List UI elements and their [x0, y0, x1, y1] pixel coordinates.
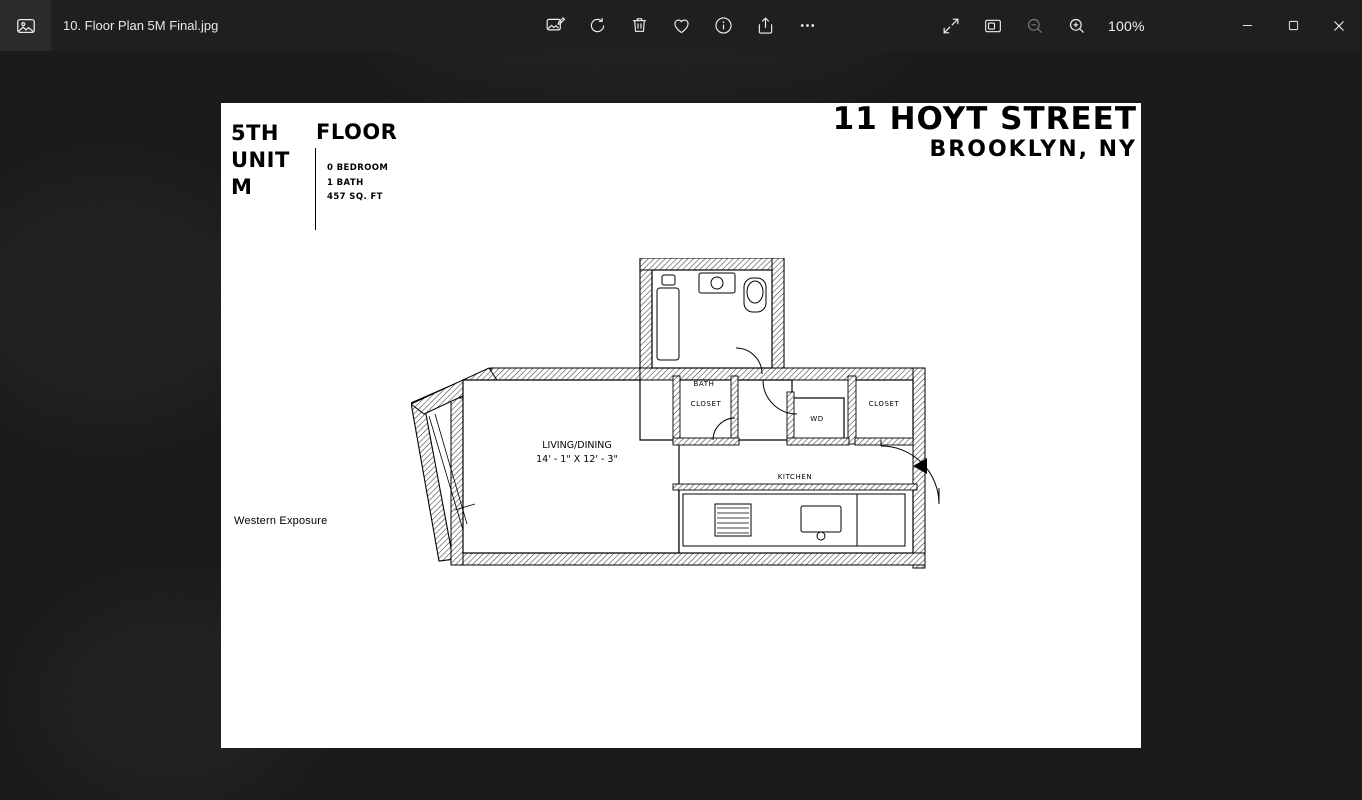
floor-number: 5TH [231, 121, 280, 145]
image-canvas[interactable] [221, 103, 1141, 748]
unit-letter: M [231, 174, 253, 199]
more-options-icon[interactable] [786, 5, 828, 47]
zoom-in-icon[interactable] [1056, 5, 1098, 47]
exposure-label: Western Exposure [234, 515, 328, 527]
window-controls [1224, 0, 1362, 51]
fit-to-window-icon[interactable] [972, 5, 1014, 47]
toolbar-center [534, 5, 828, 47]
minimize-button[interactable] [1224, 0, 1270, 51]
unit-word: UNIT [231, 147, 290, 172]
file-title: 10. Floor Plan 5M Final.jpg [63, 18, 219, 33]
address-line-1: 11 HOYT STREET [832, 103, 1137, 137]
close-button[interactable] [1316, 0, 1362, 51]
toolbar-view-controls [930, 5, 1145, 47]
zoom-out-icon[interactable] [1014, 5, 1056, 47]
unit-specs [327, 120, 388, 205]
photos-app-icon[interactable] [0, 0, 51, 51]
delete-icon[interactable] [618, 5, 660, 47]
address-line-2: BROOKLYN, NY [929, 137, 1137, 163]
floor-word: FLOOR [316, 120, 398, 144]
favorite-heart-icon[interactable] [660, 5, 702, 47]
living-dining-label: LIVING/DINING [542, 440, 612, 451]
document-address-header [833, 103, 1137, 162]
fullscreen-icon[interactable] [930, 5, 972, 47]
edit-image-icon[interactable] [534, 5, 576, 47]
info-icon[interactable] [702, 5, 744, 47]
share-icon[interactable] [744, 5, 786, 47]
title-bar [0, 0, 1362, 51]
maximize-button[interactable] [1270, 0, 1316, 51]
document-unit-header [231, 120, 401, 201]
washer-dryer-label: WD [810, 415, 824, 423]
bath-label: BATH [693, 380, 715, 388]
living-dining-dimensions: 14' - 1" X 12' - 3" [536, 454, 618, 465]
kitchen-label: KITCHEN [777, 473, 813, 481]
closet-right-label: CLOSET [868, 400, 900, 408]
spec-bedroom: 0 BEDROOM [327, 163, 389, 173]
rotate-icon[interactable] [576, 5, 618, 47]
zoom-level-label: 100% [1108, 17, 1145, 34]
header-divider [315, 148, 316, 230]
spec-sqft: 457 SQ. FT [327, 192, 383, 203]
closet-left-label: CLOSET [690, 400, 722, 408]
spec-bath: 1 BATH [327, 177, 364, 188]
floor-plan-drawing [411, 258, 971, 698]
